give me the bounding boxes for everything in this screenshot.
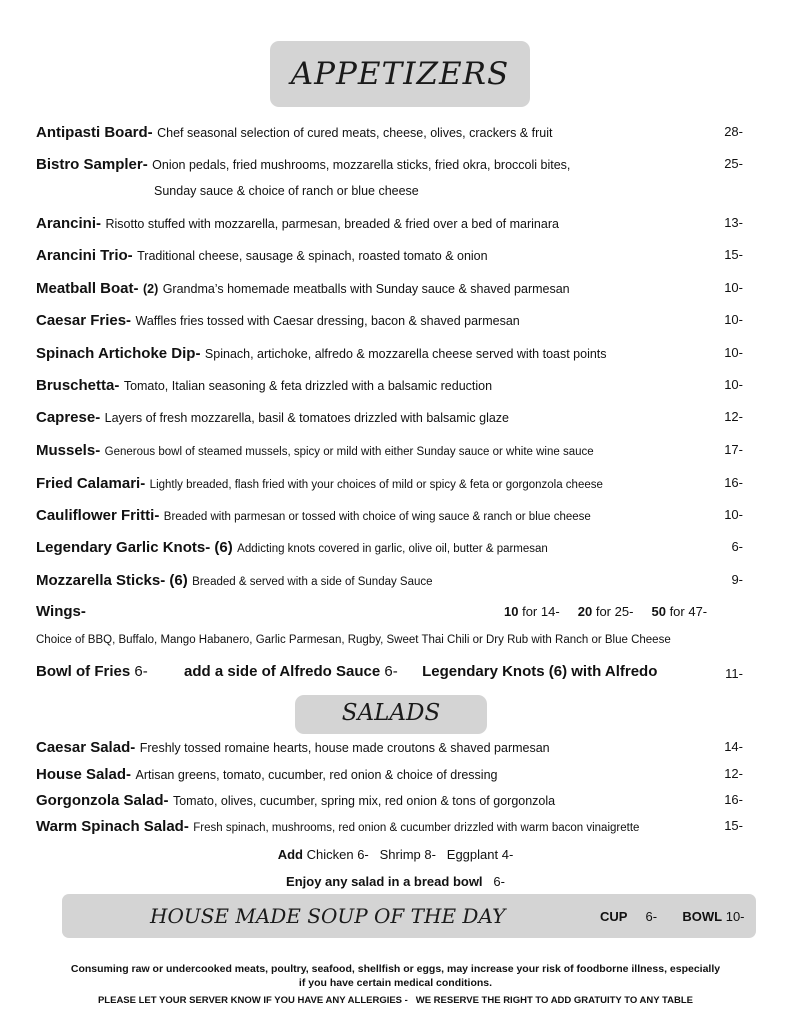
wings-price: for 14- [522,604,560,619]
item-name: Arancini- [36,215,102,232]
menu-item-bruschetta [36,377,743,395]
item-description: Addicting knots covered in garlic, olive oil, butter & parmesan [237,543,548,555]
item-description: Chef seasonal selection of cured meats, cheese, olives, crackers & fruit [157,126,553,140]
item-price: 15- [724,818,743,833]
item-description: Fresh spinach, mushrooms, red onion & cucumber drizzled with warm bacon vinaigrette [193,822,640,834]
item-name: Antipasti Board- [36,124,153,141]
menu-item-caprese [36,409,743,427]
item-quantity: (2) [142,282,159,296]
alfredo-side-label: add a side of Alfredo Sauce [184,663,381,680]
item-price: 10- [724,345,743,360]
menu-item-bistro-sampler [36,156,743,174]
knots-alfredo-label: Legendary Knots (6) with Alfredo [422,663,658,680]
item-price: 28- [724,124,743,139]
bowl-of-fries-label: Bowl of Fries [36,663,131,680]
disclaimer-line-1: Consuming raw or undercooked meats, poultry, seafood, shellfish or eggs, may increase your risk of foodborne illness, especially [70,963,721,975]
item-name: Mozzarella Sticks- (6) [36,572,188,589]
menu-item-fried-calamari [36,475,743,493]
item-name: Wings- [36,603,86,620]
item-name: Arancini Trio- [36,247,133,264]
item-name: Mussels- [36,442,101,459]
wings-count: 20 [577,604,593,619]
menu-item-arancini-trio [36,247,743,265]
item-name: Meatball Boat- [36,280,139,297]
item-price: 16- [724,475,743,490]
item-price: 10- [724,377,743,392]
item-price: 10- [724,280,743,295]
wings-price: for 25- [595,604,634,619]
item-description: Artisan greens, tomato, cucumber, red onion & choice of dressing [135,768,498,782]
item-description: Traditional cheese, sausage & spinach, roasted tomato & onion [137,249,488,263]
soup-prices [600,894,745,940]
item-name: Bruschetta- [36,377,120,394]
menu-item-gorgonzola-salad [36,792,743,810]
item-price: 10- [724,312,743,327]
salads-heading: SALADS [295,695,487,734]
item-description: Layers of fresh mozzarella, basil & tomatoes drizzled with balsamic glaze [104,411,509,425]
item-description-continued: Sunday sauce & choice of ranch or blue cheese [154,184,419,198]
menu-item-caesar-fries [36,312,743,330]
soup-title: HOUSE MADE SOUP OF THE DAY [150,904,506,928]
item-name: Caprese- [36,409,101,426]
item-description: Grandma’s homemade meatballs with Sunday sauce & shaved parmesan [162,282,570,296]
soup-of-the-day-bar [62,894,756,938]
add-ons-label: Add [277,847,303,862]
wings-count: 10 [504,604,519,619]
item-name: Caesar Salad- [36,739,136,756]
item-description: Lightly breaded, flash fried with your choices of mild or spicy & feta or gorgonzola cheese [149,479,603,491]
item-price: 9- [731,572,743,587]
item-price: 25- [724,156,743,171]
wings-price: for 47- [669,604,708,619]
item-name: Legendary Garlic Knots- (6) [36,539,233,556]
item-name: Spinach Artichoke Dip- [36,345,201,362]
item-price: 14- [724,739,743,754]
item-name: Gorgonzola Salad- [36,792,169,809]
menu-item-spinach-artichoke-dip [36,345,743,363]
item-price: 6- [731,539,743,554]
bowl-price: 10- [725,909,745,924]
item-description: Tomato, Italian seasoning & feta drizzled with a balsamic reduction [123,379,493,393]
wings-sauce-choices: Choice of BBQ, Buffalo, Mango Habanero, Garlic Parmesan, Rugby, Sweet Thai Chili or Dry Rub with Ranch or Blue Cheese [36,634,671,646]
item-name: Bistro Sampler- [36,156,148,173]
item-description: Onion pedals, fried mushrooms, mozzarella sticks, fried okra, broccoli bites, [152,158,571,172]
bowl-label: BOWL [682,909,723,924]
allergy-gratuity-notice: PLEASE LET YOUR SERVER KNOW IF YOU HAVE ANY ALLERGIES - WE RESERVE THE RIGHT TO ADD GRATUITY TO ANY TABLE [97,995,694,1006]
menu-item-warm-spinach-salad [36,818,743,836]
cup-price: 6- [645,909,658,924]
item-price: 12- [724,766,743,781]
knots-alfredo-price: 11- [725,666,743,681]
wings-options [504,604,707,619]
disclaimer-line-2: if you have certain medical conditions. [298,977,493,989]
item-name: House Salad- [36,766,132,783]
menu-item-mozzarella-sticks [36,572,743,590]
menu-item-mussels [36,442,743,460]
wings-count: 50 [651,604,666,619]
fries-row [36,663,657,680]
menu-item-meatball-boat [36,280,743,298]
bread-bowl-text: Enjoy any salad in a bread bowl [286,874,483,889]
bread-bowl-price: 6- [493,874,505,889]
item-description: Breaded & served with a side of Sunday Sauce [192,576,433,588]
menu-item-garlic-knots [36,539,743,557]
menu-item-caesar-salad [36,739,743,757]
item-name: Cauliflower Fritti- [36,507,160,524]
appetizers-heading: APPETIZERS [270,41,530,107]
foodborne-illness-warning [40,962,751,990]
item-price: 10- [724,507,743,522]
item-price: 15- [724,247,743,262]
menu-item-antipasti-board [36,124,743,142]
menu-item-cauliflower-fritti [36,507,743,525]
item-price: 17- [724,442,743,457]
item-name: Caesar Fries- [36,312,132,329]
salad-add-ons [0,847,791,862]
item-price: 12- [724,409,743,424]
item-description: Generous bowl of steamed mussels, spicy or mild with either Sunday sauce or white wine sauce [104,446,594,458]
item-price: 13- [724,215,743,230]
item-description: Freshly tossed romaine hearts, house made croutons & shaved parmesan [139,741,550,755]
item-description: Waffles fries tossed with Caesar dressing, bacon & shaved parmesan [135,314,520,328]
item-description: Risotto stuffed with mozzarella, parmesan, breaded & fried over a bed of marinara [105,217,559,231]
item-description: Spinach, artichoke, alfredo & mozzarella cheese served with toast points [204,347,607,361]
add-ons-items: Chicken 6- Shrimp 8- Eggplant 4- [306,847,514,862]
item-name: Warm Spinach Salad- [36,818,189,835]
alfredo-side-price: 6- [384,663,398,680]
bowl-of-fries-price: 6- [134,663,148,680]
item-name: Fried Calamari- [36,475,146,492]
item-description: Tomato, olives, cucumber, spring mix, red onion & tons of gorgonzola [172,794,556,808]
cup-label: CUP [600,909,628,924]
item-price: 16- [724,792,743,807]
menu-item-arancini [36,215,743,233]
bread-bowl-line [0,874,791,889]
menu-item-house-salad [36,766,743,784]
item-description: Breaded with parmesan or tossed with choice of wing sauce & ranch or blue cheese [163,511,591,523]
